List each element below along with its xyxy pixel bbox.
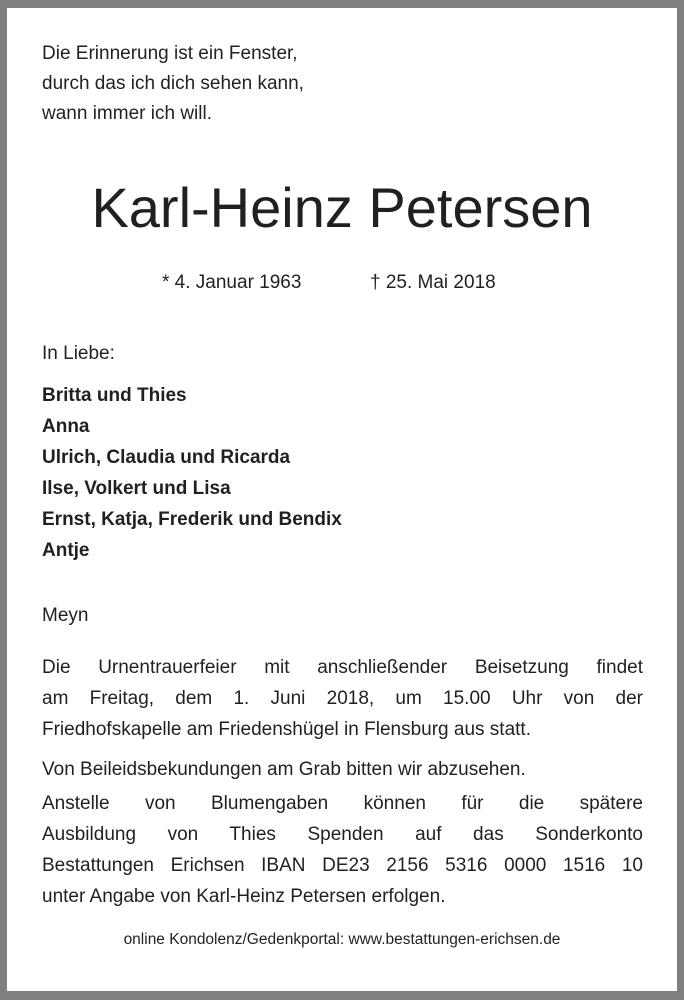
ceremony-line: Friedhofskapelle am Friedenshügel in Flensburg aus statt. — [42, 719, 531, 740]
place: Meyn — [42, 605, 89, 626]
mourner: Antje — [42, 540, 90, 561]
footer-portal-link: online Kondolenz/Gedenkportal: www.bestattungen-erichsen.de — [123, 931, 561, 948]
deceased-name: Karl-Heinz Petersen — [91, 176, 593, 239]
mourner: Ulrich, Claudia und Ricarda — [42, 447, 291, 468]
obituary-card — [7, 8, 677, 991]
donation-line: unter Angabe von Karl-Heinz Petersen erfolgen. — [42, 886, 446, 907]
donation-line: Bestattungen Erichsen IBAN DE23 2156 5316 0000 1516 10 — [42, 855, 643, 876]
mourner: Anna — [42, 416, 90, 437]
poem-line: Die Erinnerung ist ein Fenster, — [42, 43, 298, 64]
poem-line: wann immer ich will. — [42, 103, 212, 124]
death-date: † 25. Mai 2018 — [370, 272, 496, 293]
in-love-label: In Liebe: — [42, 343, 115, 364]
ceremony-line: Die Urnentrauerfeier mit anschließender Beisetzung findet — [42, 657, 643, 678]
poem-line: durch das ich dich sehen kann, — [42, 73, 304, 94]
mourner: Ernst, Katja, Frederik und Bendix — [42, 509, 342, 530]
donation-line: Ausbildung von Thies Spenden auf das Sonderkonto — [42, 824, 643, 845]
condolence-note: Von Beileidsbekundungen am Grab bitten wir abzusehen. — [42, 759, 526, 780]
mourner: Ilse, Volkert und Lisa — [42, 478, 231, 499]
ceremony-line: am Freitag, dem 1. Juni 2018, um 15.00 Uhr von der — [42, 688, 643, 709]
donation-line: Anstelle von Blumengaben können für die spätere — [42, 793, 643, 814]
mourner: Britta und Thies — [42, 385, 187, 406]
birth-date: * 4. Januar 1963 — [162, 272, 302, 293]
